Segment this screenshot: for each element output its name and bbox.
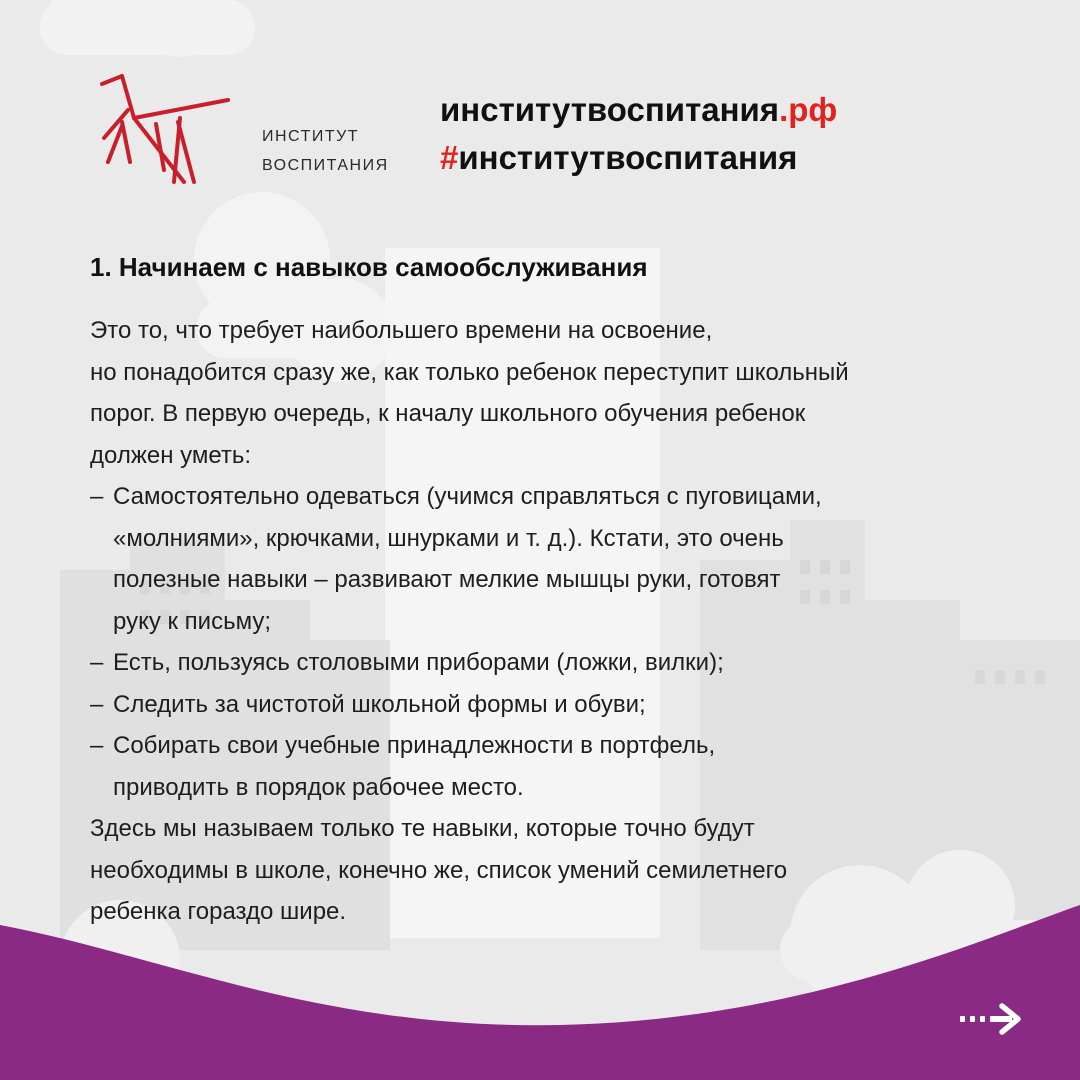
bullet-dash: –	[90, 690, 104, 718]
intro-line: порог. В первую очередь, к началу школьного обучения ребенок	[90, 400, 806, 427]
dashed-arrow-right-icon[interactable]	[958, 1002, 1028, 1036]
bullet-item	[90, 684, 1050, 726]
bullet-item	[90, 725, 1050, 808]
hashtag[interactable]	[440, 134, 837, 182]
bullet-line: приводить в порядок рабочее место.	[113, 773, 524, 801]
intro-line: Это то, что требует наибольшего времени на освоение,	[90, 317, 713, 344]
bullet-dash: –	[90, 649, 104, 676]
bullet-line: полезные навыки – развивают мелкие мышцы руки, готовят	[113, 566, 781, 593]
site-url-main: институтвоспитания	[440, 91, 780, 128]
outro-line: необходимы в школе, конечно же, список умений семилетнего	[90, 856, 788, 884]
bullet-line: Следить за чистотой школьной формы и обуви;	[113, 690, 646, 718]
article-content	[90, 248, 1050, 933]
bullet-item	[90, 642, 1050, 684]
section-heading: 1. Начинаем с навыков самообслуживания	[90, 252, 648, 282]
bullet-dash: –	[90, 732, 104, 759]
bullet-item	[90, 476, 1050, 642]
logo-line-1: ИНСТИТУТ	[262, 128, 360, 145]
logo-line-2: ВОСПИТАНИЯ	[262, 157, 389, 174]
logo-wordmark	[262, 122, 389, 180]
site-block	[440, 86, 837, 182]
outro-line: Здесь мы называем только те навыки, которые точно будут	[90, 815, 755, 842]
bullet-line: руку к письму;	[113, 607, 272, 635]
hashtag-text: институтвоспитания	[458, 139, 798, 176]
horse-figure-icon	[92, 70, 232, 188]
article-body	[90, 310, 1050, 933]
hashtag-symbol: #	[440, 139, 459, 176]
bullet-line: Самостоятельно одеваться (учимся справляться с пуговицами,	[113, 483, 822, 510]
intro-line: но понадобится сразу же, как только ребенок переступит школьный	[90, 358, 849, 386]
cloud-shape	[40, 0, 255, 57]
bullet-dash: –	[90, 483, 104, 510]
intro-line: должен уметь:	[90, 441, 252, 469]
bullet-line: «молниями», крючками, шнурками и т. д.). Кстати, это очень	[113, 524, 784, 552]
site-url[interactable]	[440, 86, 837, 134]
outro-line: ребенка гораздо шире.	[90, 898, 347, 925]
bullet-line: Собирать свои учебные принадлежности в портфель,	[113, 732, 716, 759]
bullet-line: Есть, пользуясь столовыми приборами (ложки, вилки);	[113, 649, 724, 676]
site-url-tld: .рф	[779, 91, 838, 128]
